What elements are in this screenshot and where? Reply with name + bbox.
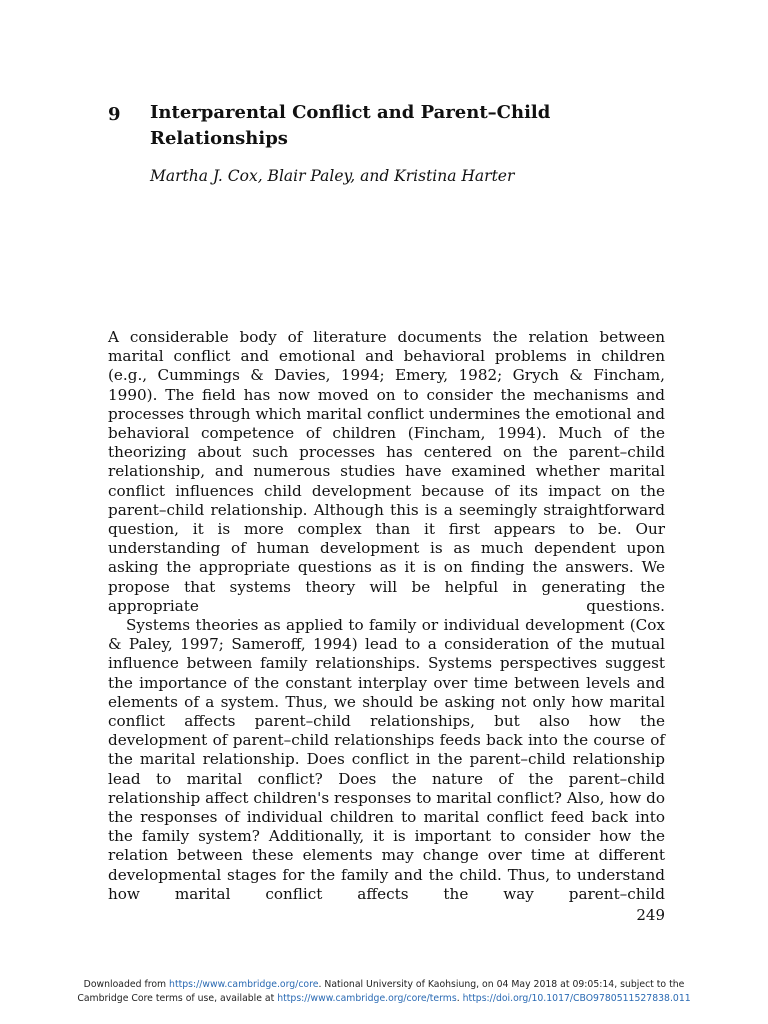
body-text — [108, 328, 665, 904]
footer-line-1 — [0, 978, 768, 992]
footer-text: . — [456, 993, 463, 1004]
terms-link[interactable]: https://www.cambridge.org/core/terms — [277, 993, 457, 1004]
cambridge-core-link[interactable]: https://www.cambridge.org/core — [169, 979, 319, 990]
page-number: 249 — [636, 906, 665, 924]
download-footer — [0, 978, 768, 1006]
chapter-authors: Martha J. Cox, Blair Paley, and Kristina Harter — [150, 167, 515, 185]
footer-text: . National University of Kaohsiung, on 04 May 2018 at 09:05:14, subject to the — [318, 979, 685, 990]
chapter-number: 9 — [108, 104, 121, 125]
paragraph-1: A considerable body of literature documents the relation between marital conflict and emotional and behavioral problems in children (e.g., Cummings & Davies, 1994; Emery, 1982; Grych & Fincham, 1990). The field has now moved on to consider the mechanisms and processes through which marital conflict undermines the emotional and behavioral competence of children (Fincham, 1994). Much of the theorizing about such processes has centered on the parent–child relationship, and numerous studies have examined whether marital conflict influences child development because of its impact on the parent–child relationship. Although this is a seemingly straightforward question, it is more complex than it first appears to be. Our understanding of human development is as much dependent upon asking the appropriate questions as it is on finding the answers. We propose that systems theory will be helpful in generating the appropriate questions. — [108, 328, 665, 615]
chapter-title: Interparental Conflict and Parent–Child Relationships — [150, 102, 551, 149]
doi-link[interactable]: https://doi.org/10.1017/CBO9780511527838.011 — [462, 993, 691, 1004]
footer-text: Downloaded from — [83, 979, 170, 990]
footer-text: Cambridge Core terms of use, available at — [77, 993, 278, 1004]
footer-line-2 — [0, 992, 768, 1006]
paragraph-2: Systems theories as applied to family or individual development (Cox & Paley, 1997; Sameroff, 1994) lead to a consideration of the mutual influence between family relationships. Systems perspectives suggest the importance of the constant interplay over time between levels and elements of a system. Thus, we should be asking not only how marital conflict affects parent–child relationships, but also how the development of parent–child relationships feeds back into the course of the marital relationship. Does conflict in the parent–child relationship lead to marital conflict? Does the nature of the parent–child relationship affect children's responses to marital conflict? Also, how do the responses of individual children to marital conflict feed back into the family system? Additionally, it is important to consider how the relation between these elements may change over time at different developmental stages for the family and the child. Thus, to understand how marital conflict affects the way parent–child — [108, 616, 665, 903]
